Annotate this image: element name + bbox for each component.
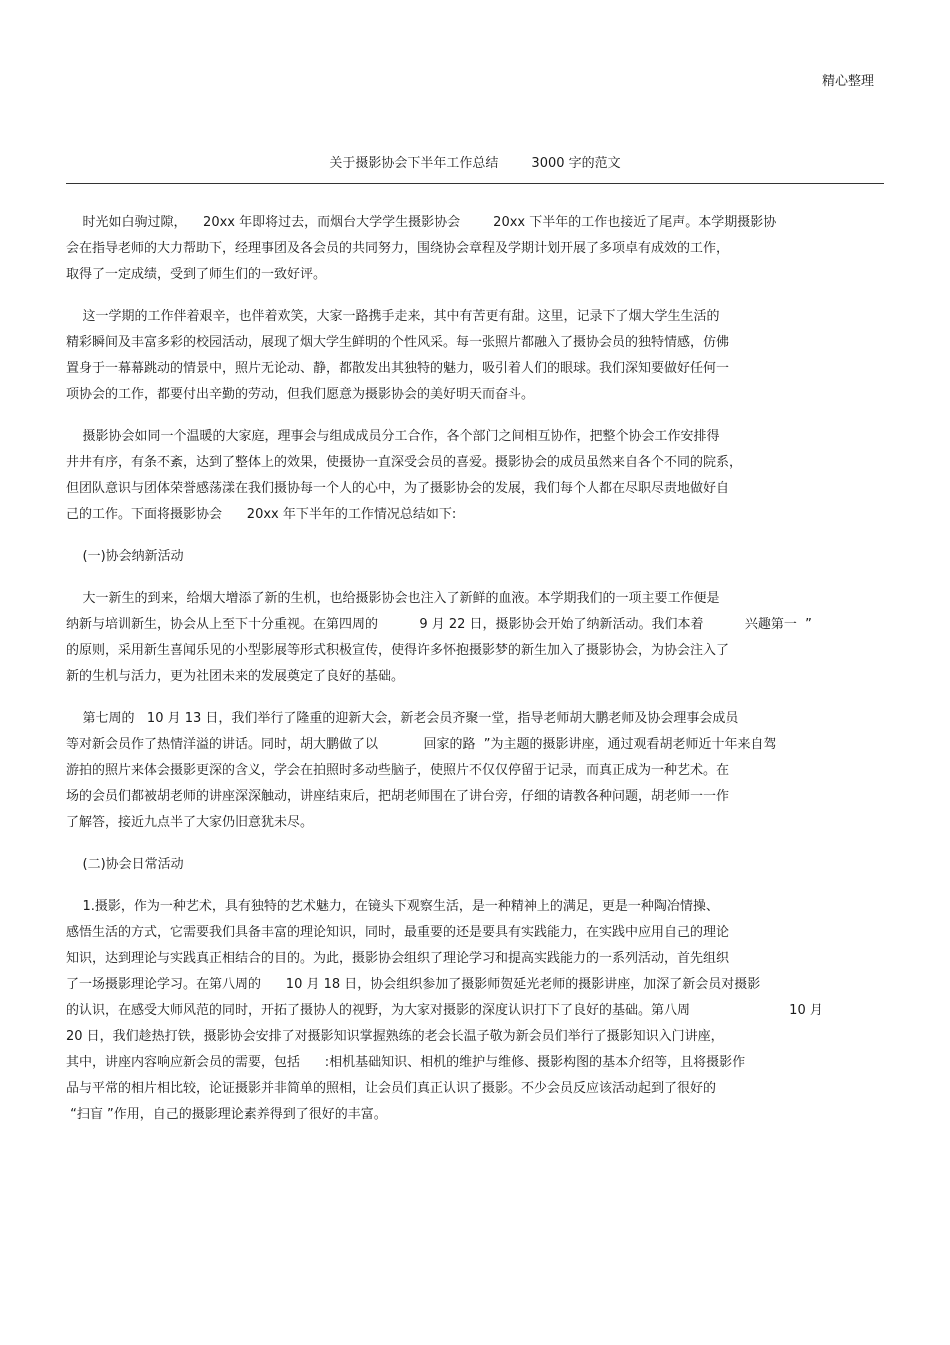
paragraph-line: 纳新与培训新生，协会从上至下十分重视。在第四周的 9 月 22 日，摄影协会开始了纳新活动。我们本着 兴趣第一 ”	[66, 617, 812, 632]
paragraph-line: 会在指导老师的大力帮助下，经理事团及各会员的共同努力，围绕协会章程及学期计划开展了多项卓有成效的工作，	[66, 241, 730, 256]
paragraph-line: 了解答，接近九点半了大家仍旧意犹未尽。	[66, 815, 314, 830]
paragraph-line: 场的会员们都被胡老师的讲座深深触动，讲座结束后，把胡老师围在了讲台旁，仔细的请教各种问题，胡老师一一作	[66, 789, 730, 804]
paragraph-line: 这一学期的工作伴着艰辛，也伴着欢笑，大家一路携手走来，其中有苦更有甜。这里，记录下了烟大学生生活的	[66, 309, 720, 324]
paragraph-line: (二)协会日常活动	[66, 857, 184, 872]
paragraph	[66, 894, 876, 1128]
paragraph	[66, 544, 876, 570]
paragraph-line: 的认识，在感受大师风范的同时，开拓了摄协人的视野，为大家对摄影的深度认识打下了良好的基础。第八周 10 月	[66, 1003, 823, 1018]
paragraph-line: 新的生机与活力，更为社团未来的发展奠定了良好的基础。	[66, 669, 405, 684]
paragraph-line: 精彩瞬间及丰富多彩的校园活动，展现了烟大学生鲜明的个性风采。每一张照片都融入了摄协会员的独特情感，仿佛	[66, 335, 730, 350]
paragraph-line: 品与平常的相片相比较，论证摄影并非简单的照相，让会员们真正认识了摄影。不少会员反应该活动起到了很好的	[66, 1081, 717, 1096]
paragraph-line: 20 日，我们趁热打铁，摄影协会安排了对摄影知识掌握熟练的老会长温子敬为新会员们举行了摄影知识入门讲座，	[66, 1029, 724, 1044]
paragraph-line: 时光如白驹过隙， 20xx 年即将过去，而烟台大学学生摄影协会 20xx 下半年的工作也接近了尾声。本学期摄影协	[66, 215, 777, 230]
header-note: 精心整理	[821, 74, 874, 89]
paragraph	[66, 304, 876, 408]
paragraph-line: 了一场摄影理论学习。在第八周的 10 月 18 日，协会组织参加了摄影师贺延光老师的摄影讲座，加深了新会员对摄影	[66, 977, 761, 992]
paragraph-line: (一)协会纳新活动	[66, 549, 184, 564]
paragraph-line: 己的工作。下面将摄影协会 20xx 年下半年的工作情况总结如下:	[66, 507, 457, 522]
paragraph-line: 游拍的照片来体会摄影更深的含义，学会在拍照时多动些脑子，使照片不仅仅停留于记录，而真正成为一种艺术。在	[66, 763, 730, 778]
paragraph-line: 等对新会员作了热情洋溢的讲话。同时，胡大鹏做了以 回家的路 ”为主题的摄影讲座，通过观看胡老师近十年来自驾	[66, 737, 777, 752]
paragraph-line: 知识，达到理论与实践真正相结合的目的。为此，摄影协会组织了理论学习和提高实践能力的一系列活动，首先组织	[66, 951, 730, 966]
title-divider	[66, 183, 884, 184]
document-title: 关于摄影协会下半年工作总结 3000 字的范文	[329, 156, 621, 171]
paragraph-line: 感悟生活的方式，它需要我们具备丰富的理论知识，同时，最重要的还是要具有实践能力，在实践中应用自己的理论	[66, 925, 730, 940]
paragraph-line: 1.摄影，作为一种艺术，具有独特的艺术魅力，在镜头下观察生活，是一种精神上的满足，更是一种陶冶情操、	[66, 899, 719, 914]
paragraph	[66, 852, 876, 878]
paragraph-line: 取得了一定成绩，受到了师生们的一致好评。	[66, 267, 327, 282]
paragraph-line: 大一新生的到来，给烟大增添了新的生机，也给摄影协会也注入了新鲜的血液。本学期我们的一项主要工作便是	[66, 591, 720, 606]
paragraph-line: 的原则，采用新生喜闻乐见的小型影展等形式积极宣传，使得许多怀抱摄影梦的新生加入了摄影协会，为协会注入了	[66, 643, 730, 658]
paragraph-line: 摄影协会如同一个温暖的大家庭，理事会与组成成员分工合作，各个部门之间相互协作，把整个协会工作安排得	[66, 429, 720, 444]
paragraph-line: 其中，讲座内容响应新会员的需要，包括 :相机基础知识、相机的维护与维修、摄影构图的基本介绍等，且将摄影作	[66, 1055, 746, 1070]
paragraph	[66, 210, 876, 288]
paragraph-line: 但团队意识与团体荣誉感荡漾在我们摄协每一个人的心中，为了摄影协会的发展，我们每个人都在尽职尽责地做好自	[66, 481, 730, 496]
paragraph-line: “扫盲 ”作用，自己的摄影理论素养得到了很好的丰富。	[66, 1107, 387, 1122]
paragraph	[66, 706, 876, 836]
paragraph	[66, 424, 876, 528]
paragraph-line: 项协会的工作，都要付出辛勤的劳动，但我们愿意为摄影协会的美好明天而奋斗。	[66, 387, 535, 402]
paragraph-line: 第七周的 10 月 13 日，我们举行了隆重的迎新大会，新老会员齐聚一堂，指导老师胡大鹏老师及协会理事会成员	[66, 711, 739, 726]
paragraph	[66, 586, 876, 690]
paragraph-line: 置身于一幕幕跳动的情景中，照片无论动、静，都散发出其独特的魅力，吸引着人们的眼球。我们深知要做好任何一	[66, 361, 730, 376]
document-body	[66, 210, 876, 1144]
paragraph-line: 井井有序，有条不紊，达到了整体上的效果，使摄协一直深受会员的喜爱。摄影协会的成员虽然来自各个不同的院系，	[66, 455, 743, 470]
